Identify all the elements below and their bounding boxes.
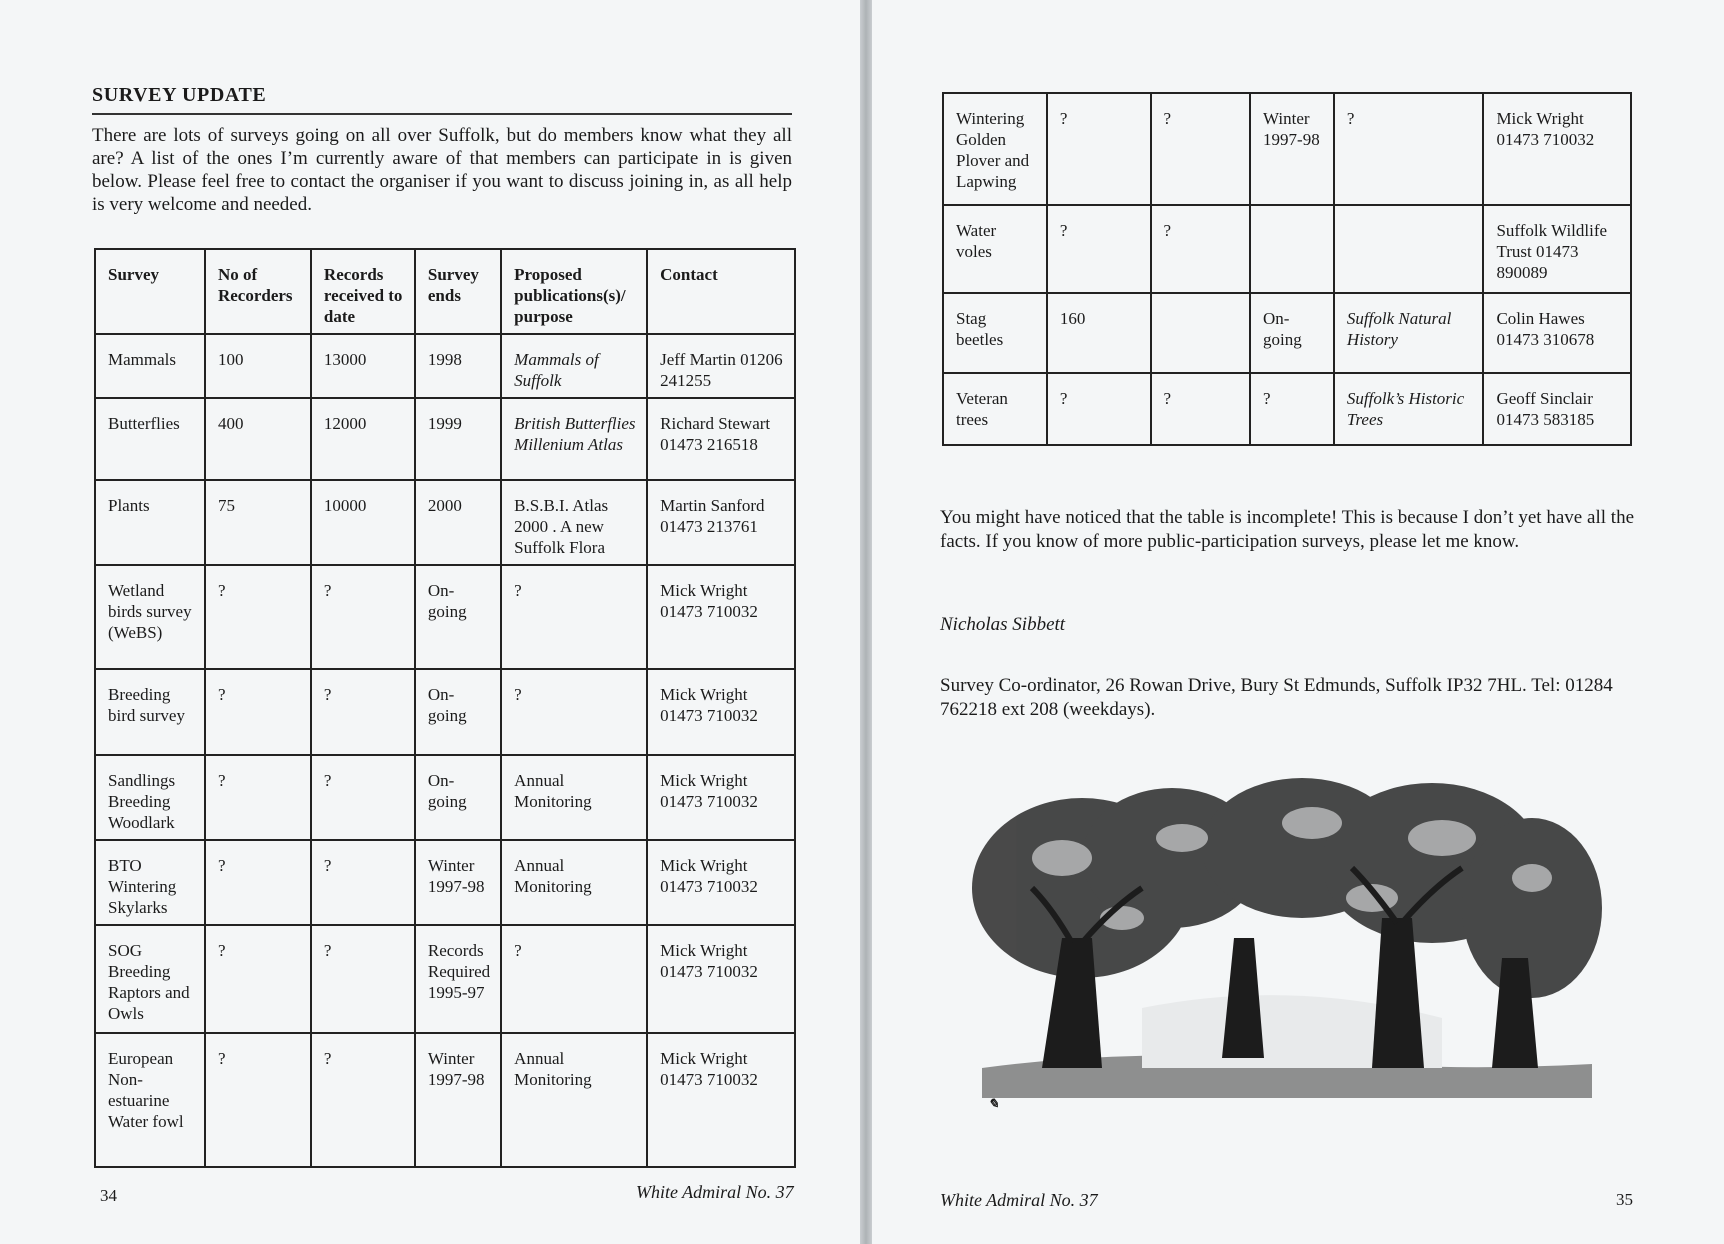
survey-table-continued xyxy=(942,92,1632,446)
table-header-row xyxy=(95,249,795,334)
cell-contact: Mick Wright 01473 710032 xyxy=(647,925,795,1033)
cell-ends: Winter 1997-98 xyxy=(1250,93,1334,205)
cell-records xyxy=(1151,293,1251,373)
cell-publication: Annual Monitoring xyxy=(501,1033,647,1167)
table-row xyxy=(95,565,795,669)
cell-recorders: ? xyxy=(1047,205,1151,293)
cell-contact: Colin Hawes 01473 310678 xyxy=(1483,293,1631,373)
table-row xyxy=(95,334,795,398)
table-row xyxy=(943,293,1631,373)
cell-survey: European Non-estuarine Water fowl xyxy=(95,1033,205,1167)
header-survey-ends: Survey ends xyxy=(415,249,501,334)
table-row xyxy=(943,205,1631,293)
table-row xyxy=(95,755,795,840)
cell-publication: ? xyxy=(501,669,647,755)
header-survey: Survey xyxy=(95,249,205,334)
footer-title: White Admiral No. 37 xyxy=(636,1182,794,1202)
cell-records: ? xyxy=(311,669,415,755)
table-row xyxy=(95,1033,795,1167)
cell-recorders: 75 xyxy=(205,480,311,565)
cell-ends: On-going xyxy=(415,669,501,755)
cell-survey: SOG Breeding Raptors and Owls xyxy=(95,925,205,1033)
cell-publication: Mammals of Suffolk xyxy=(501,334,647,398)
cell-ends: Winter 1997-98 xyxy=(415,1033,501,1167)
header-publications: Proposed publications(s)/ purpose xyxy=(501,249,647,334)
cell-publication: Annual Monitoring xyxy=(501,840,647,925)
cell-survey: Veteran trees xyxy=(943,373,1047,445)
cell-records: 13000 xyxy=(311,334,415,398)
cell-records: ? xyxy=(311,755,415,840)
cell-contact: Suffolk Wildlife Trust 01473 890089 xyxy=(1483,205,1631,293)
cell-survey: Wintering Golden Plover and Lapwing xyxy=(943,93,1047,205)
cell-contact: Mick Wright 01473 710032 xyxy=(647,840,795,925)
section-title: SURVEY UPDATE xyxy=(92,84,792,115)
header-records: Records received to date xyxy=(311,249,415,334)
table-row xyxy=(95,398,795,480)
cell-recorders: ? xyxy=(1047,93,1151,205)
cell-survey: Wetland birds survey (WeBS) xyxy=(95,565,205,669)
cell-records: ? xyxy=(311,840,415,925)
cell-contact: Mick Wright 01473 710032 xyxy=(647,1033,795,1167)
cell-records: ? xyxy=(311,1033,415,1167)
cell-survey: Breeding bird survey xyxy=(95,669,205,755)
cell-contact: Jeff Martin 01206 241255 xyxy=(647,334,795,398)
cell-records: 12000 xyxy=(311,398,415,480)
cell-survey: Sandlings Breeding Woodlark xyxy=(95,755,205,840)
cell-survey: Mammals xyxy=(95,334,205,398)
page-gutter xyxy=(860,0,872,1244)
table-row xyxy=(943,93,1631,205)
cell-survey: Water voles xyxy=(943,205,1047,293)
page-number: 34 xyxy=(100,1186,117,1205)
intro-paragraph: There are lots of surveys going on all over Suffolk, but do members know what they all are? A list of the ones I’m currently aware of that members can participate in is given below. Please feel free to contact the organiser if you want to discuss joining in, as all help is very welcome and needed. xyxy=(92,125,792,215)
table-row xyxy=(95,925,795,1033)
cell-recorders: 100 xyxy=(205,334,311,398)
cell-publication: ? xyxy=(501,565,647,669)
author-address: Survey Co-ordinator, 26 Rowan Drive, Bury St Edmunds, Suffolk IP32 7HL. Tel: 01284 762218 ext 208 (weekdays). xyxy=(940,675,1613,720)
cell-survey: Butterflies xyxy=(95,398,205,480)
cell-ends: On-going xyxy=(1250,293,1334,373)
survey-table xyxy=(94,248,796,1168)
cell-records: ? xyxy=(1151,205,1251,293)
cell-survey: Plants xyxy=(95,480,205,565)
cell-recorders: ? xyxy=(205,669,311,755)
cell-survey: Stag beetles xyxy=(943,293,1047,373)
author-name: Nicholas Sibbett xyxy=(940,614,1066,635)
header-recorders: No of Recorders xyxy=(205,249,311,334)
cell-contact: Mick Wright 01473 710032 xyxy=(647,565,795,669)
cell-publication: Annual Monitoring xyxy=(501,755,647,840)
cell-ends: 1998 xyxy=(415,334,501,398)
cell-records: 10000 xyxy=(311,480,415,565)
illustration-signature: ✎ xyxy=(988,1096,999,1111)
cell-records: ? xyxy=(1151,93,1251,205)
cell-publication: ? xyxy=(1334,93,1484,205)
cell-recorders: ? xyxy=(1047,373,1151,445)
cell-contact: Mick Wright 01473 710032 xyxy=(647,755,795,840)
page-number: 35 xyxy=(1616,1190,1633,1209)
cell-records: ? xyxy=(1151,373,1251,445)
cell-publication: Suffolk Natural History xyxy=(1334,293,1484,373)
oak-trees-illustration xyxy=(972,768,1602,1118)
table-row xyxy=(95,480,795,565)
cell-ends: On-going xyxy=(415,565,501,669)
cell-publication: Suffolk’s Historic Trees xyxy=(1334,373,1484,445)
cell-ends: 1999 xyxy=(415,398,501,480)
cell-publication: British Butterflies Millenium Atlas xyxy=(501,398,647,480)
cell-recorders: 400 xyxy=(205,398,311,480)
left-page xyxy=(0,0,860,1244)
cell-publication xyxy=(1334,205,1484,293)
cell-publication: ? xyxy=(501,925,647,1033)
cell-recorders: ? xyxy=(205,565,311,669)
cell-recorders: ? xyxy=(205,755,311,840)
cell-contact: Martin Sanford 01473 213761 xyxy=(647,480,795,565)
cell-contact: Geoff Sinclair 01473 583185 xyxy=(1483,373,1631,445)
header-contact: Contact xyxy=(647,249,795,334)
cell-ends: ? xyxy=(1250,373,1334,445)
footer-title: White Admiral No. 37 xyxy=(940,1190,1098,1210)
cell-contact: Richard Stewart 01473 216518 xyxy=(647,398,795,480)
cell-records: ? xyxy=(311,565,415,669)
cell-publication: B.S.B.I. Atlas 2000 . A new Suffolk Flora xyxy=(501,480,647,565)
table-row xyxy=(943,373,1631,445)
cell-ends xyxy=(1250,205,1334,293)
cell-ends: Records Required 1995-97 xyxy=(415,925,501,1033)
cell-recorders: ? xyxy=(205,925,311,1033)
table-row xyxy=(95,840,795,925)
closing-note: You might have noticed that the table is incomplete! This is because I don’t yet have all the facts. If you know of more public-participation surveys, please let me know. xyxy=(940,507,1634,552)
cell-ends: On-going xyxy=(415,755,501,840)
table-row xyxy=(95,669,795,755)
cell-ends: Winter 1997-98 xyxy=(415,840,501,925)
cell-ends: 2000 xyxy=(415,480,501,565)
cell-contact: Mick Wright 01473 710032 xyxy=(647,669,795,755)
cell-recorders: ? xyxy=(205,1033,311,1167)
cell-records: ? xyxy=(311,925,415,1033)
cell-contact: Mick Wright 01473 710032 xyxy=(1483,93,1631,205)
cell-recorders: 160 xyxy=(1047,293,1151,373)
cell-survey: BTO Wintering Skylarks xyxy=(95,840,205,925)
cell-recorders: ? xyxy=(205,840,311,925)
